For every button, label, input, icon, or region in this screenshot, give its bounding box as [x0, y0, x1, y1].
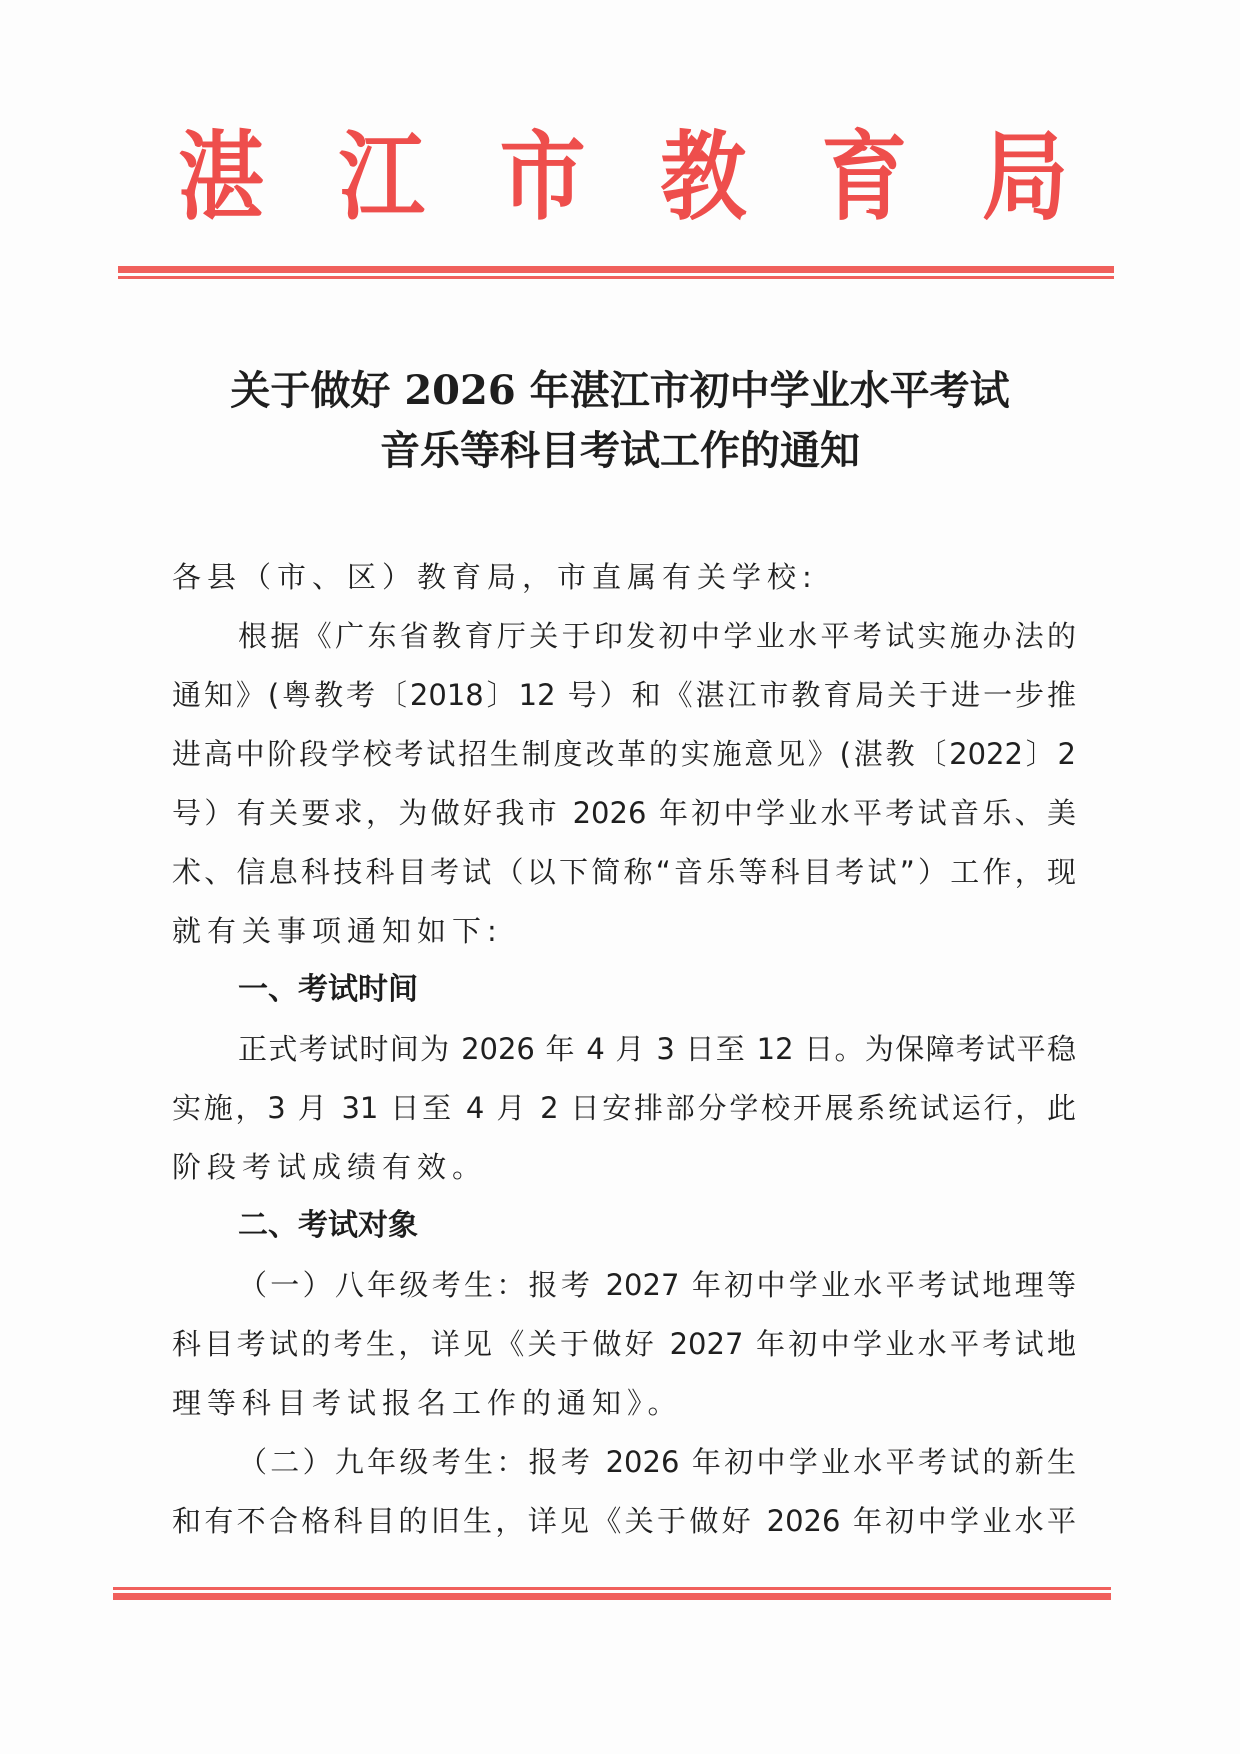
- header-rule-thin: [118, 276, 1114, 279]
- section2-item2-line: （二）九年级考生：报考 2026 年初中学业水平考试的新生: [238, 1445, 1076, 1479]
- section-heading-exam-candidates: 二、考试对象: [238, 1208, 418, 1243]
- intro-line: 就有关事项通知如下:: [172, 914, 503, 948]
- section1-line: 阶段考试成绩有效。: [172, 1150, 488, 1184]
- intro-line: 根据《广东省教育厅关于印发初中学业水平考试实施办法的: [238, 619, 1076, 653]
- letterhead-char: 教: [660, 120, 747, 234]
- section2-item1-line: （一）八年级考生：报考 2027 年初中学业水平考试地理等: [238, 1268, 1076, 1302]
- section2-item1-line: 科目考试的考生，详见《关于做好 2027 年初中学业水平考试地: [172, 1327, 1076, 1361]
- salutation: 各县（市、区）教育局，市直属有关学校:: [172, 560, 818, 594]
- letterhead-char: 市: [499, 120, 586, 234]
- section2-item2-line: 和有不合格科目的旧生，详见《关于做好 2026 年初中学业水平: [172, 1504, 1076, 1538]
- intro-line: 通知》(粤教考〔2018〕12 号）和《湛江市教育局关于进一步推: [172, 678, 1076, 712]
- letterhead-char: 局: [981, 120, 1068, 234]
- document-title-line-2: 音乐等科目考试工作的通知: [380, 427, 860, 474]
- letterhead-title: [178, 120, 1068, 234]
- footer-rule-thick: [113, 1593, 1111, 1600]
- intro-line: 号）有关要求，为做好我市 2026 年初中学业水平考试音乐、美: [172, 796, 1076, 830]
- section-heading-exam-time: 一、考试时间: [238, 972, 418, 1007]
- footer-rule-thin: [113, 1587, 1111, 1590]
- intro-line: 术、信息科技科目考试（以下简称“音乐等科目考试”）工作，现: [172, 855, 1076, 889]
- section2-item1-line: 理等科目考试报名工作的通知》。: [172, 1386, 683, 1420]
- document-title-line-1: 关于做好 2026 年湛江市初中学业水平考试: [230, 367, 1010, 414]
- letterhead-char: 育: [821, 120, 908, 234]
- section1-line: 正式考试时间为 2026 年 4 月 3 日至 12 日。为保障考试平稳: [238, 1032, 1076, 1066]
- letterhead-char: 湛: [178, 120, 264, 234]
- header-rule-thick: [118, 266, 1114, 273]
- section1-line: 实施，3 月 31 日至 4 月 2 日安排部分学校开展系统试运行，此: [172, 1091, 1076, 1125]
- letterhead-char: 江: [338, 120, 425, 234]
- intro-line: 进高中阶段学校考试招生制度改革的实施意见》(湛教〔2022〕2: [172, 737, 1076, 771]
